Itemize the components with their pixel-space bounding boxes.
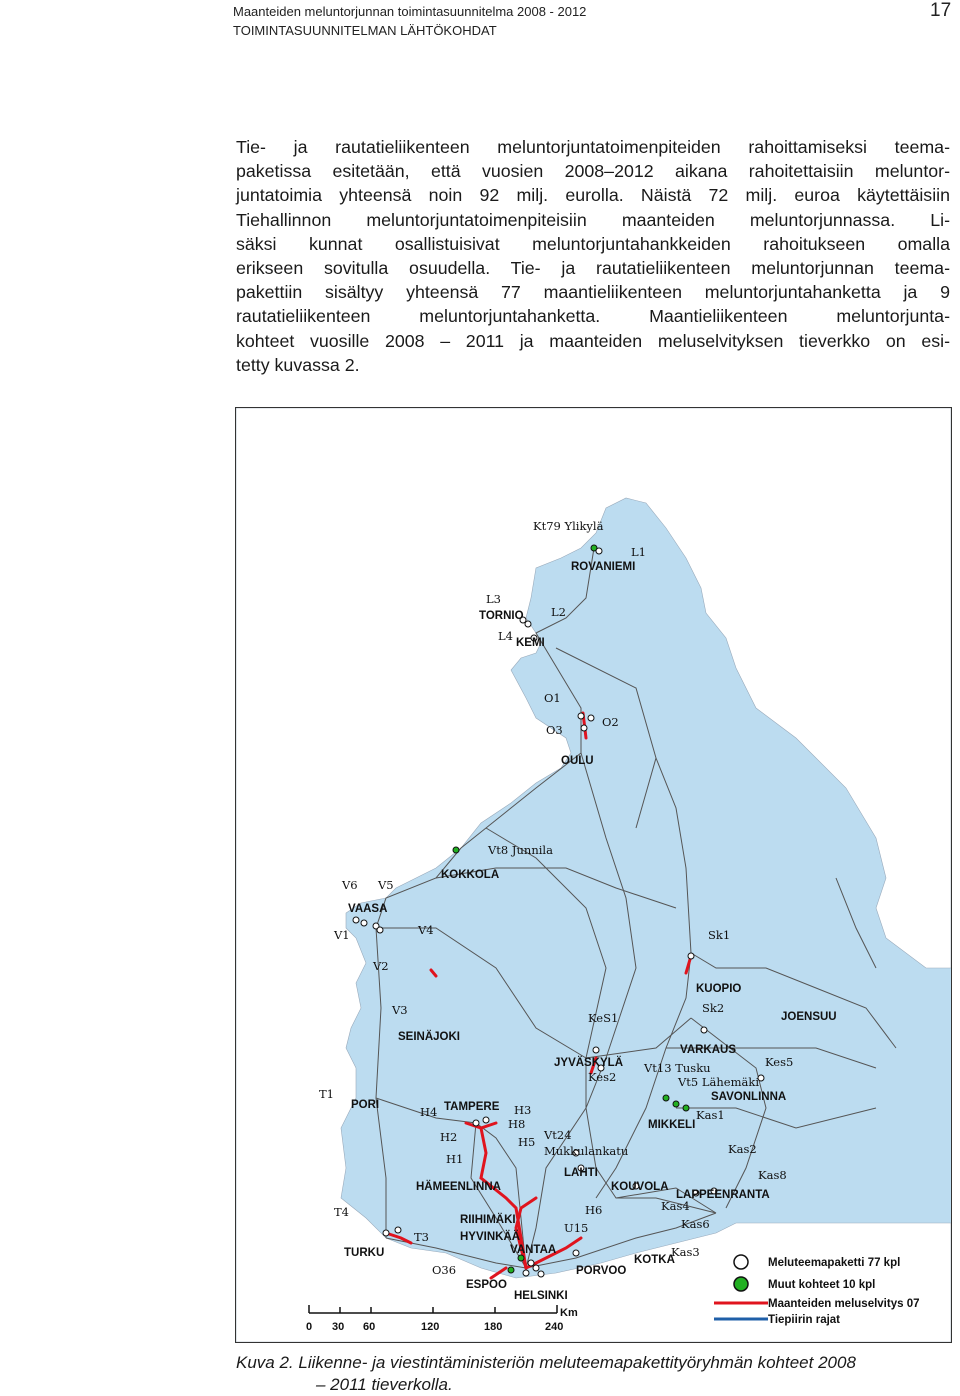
site-label: H3 — [514, 1103, 532, 1117]
body-line: paketissa esitetään, että vuosien 2008–2012 aikana rahoitettaisiin meluntor- — [236, 161, 950, 182]
legend-item: Meluteemapaketti 77 kpl — [768, 1257, 901, 1269]
site-label: T1 — [319, 1087, 334, 1101]
city-label: KEMI — [516, 637, 545, 649]
city-label: VANTAA — [510, 1244, 557, 1256]
body-paragraph — [236, 135, 950, 377]
site-label: H1 — [446, 1152, 464, 1166]
scale-label: 120 — [421, 1321, 440, 1333]
city-label: SAVONLINNA — [711, 1091, 787, 1103]
site-label: L2 — [551, 605, 566, 619]
city-label: HÄMEENLINNA — [416, 1181, 501, 1193]
site-label: Mukkulankatu — [544, 1144, 629, 1158]
site-label: Kt79 Ylikylä — [533, 519, 604, 533]
figure-caption: Kuva 2. Liikenne- ja viestintäministeriön meluteemapakettityöryhmän kohteet 2008 — [236, 1353, 856, 1372]
site-label: T3 — [414, 1230, 429, 1244]
site-label: O1 — [544, 691, 561, 705]
city-label: KOKKOLA — [441, 869, 500, 881]
city-label: VAASA — [348, 903, 388, 915]
finland-map-figure — [235, 407, 952, 1343]
body-line: tetty kuvassa 2. — [236, 354, 360, 375]
city-label: HYVINKÄÄ — [460, 1231, 521, 1243]
header-subtitle: TOIMINTASUUNNITELMAN LÄHTÖKOHDAT — [233, 23, 497, 38]
site-label: Kas3 — [671, 1245, 700, 1259]
site-label: Kas4 — [661, 1199, 690, 1213]
site-label: V4 — [418, 923, 434, 937]
legend-item: Tiepiirin rajat — [768, 1314, 841, 1326]
site-label: Sk2 — [702, 1001, 725, 1015]
city-label: TURKU — [344, 1247, 385, 1259]
site-label: O3 — [546, 723, 563, 737]
body-line: Tiehallinnon meluntorjuntatoimenpiteisiin maanteiden meluntorjunnassa. Li- — [236, 209, 950, 230]
scale-unit: Km — [560, 1307, 578, 1319]
city-label: TAMPERE — [444, 1101, 500, 1113]
scale-label: 0 — [306, 1321, 313, 1333]
scale-label: 60 — [363, 1321, 376, 1333]
city-label: LAHTI — [564, 1167, 598, 1179]
body-line: pakettiin sisältyy yhteensä 77 maantieliikenteen meluntorjuntahanketta ja 9 — [236, 282, 950, 303]
figure-caption-continued: – 2011 tieverkolla. — [316, 1375, 453, 1394]
site-label: V2 — [373, 959, 389, 973]
site-label: Kas6 — [681, 1217, 710, 1231]
body-line: säksi kunnat osallistuisivat meluntorjuntahankkeiden rahoitukseen omalla — [236, 233, 950, 254]
site-label: Kas8 — [758, 1168, 787, 1182]
scale-label: 180 — [484, 1321, 503, 1333]
running-header — [233, 2, 586, 40]
site-label: V5 — [378, 878, 394, 892]
city-label: HELSINKI — [514, 1290, 568, 1302]
city-label: TORNIO — [479, 610, 524, 622]
site-label: H8 — [508, 1117, 526, 1131]
city-label: KOUVOLA — [611, 1181, 669, 1193]
site-label: H2 — [440, 1130, 458, 1144]
site-label: H6 — [585, 1203, 603, 1217]
page-number: 17 — [930, 0, 952, 21]
city-label: OULU — [561, 755, 594, 767]
city-label: PORI — [351, 1099, 380, 1111]
city-label: JYVÄSKYLÄ — [554, 1057, 624, 1069]
site-label: L3 — [486, 592, 501, 606]
site-label: T4 — [334, 1205, 349, 1219]
site-label: V1 — [334, 928, 350, 942]
city-label: ROVANIEMI — [571, 561, 636, 573]
legend-symbol-teemapaketti — [734, 1255, 748, 1269]
city-label: ESPOO — [466, 1279, 507, 1291]
site-label: O36 — [432, 1263, 457, 1277]
body-line: rautatieliikenteen meluntorjuntahanketta. Maantieliikenteen meluntorjunta- — [236, 306, 950, 327]
city-label: RIIHIMÄKI — [460, 1214, 516, 1226]
site-label: H4 — [420, 1105, 438, 1119]
body-line: juntatoimia yhteensä noin 92 milj. eurolla. Näistä 72 milj. euroa käytettäisiin — [236, 185, 950, 206]
site-label: Vt8 Junnila — [488, 843, 553, 857]
body-line: Tie- ja rautatieliikenteen meluntorjuntatoimenpiteiden rahoittamiseksi teema- — [236, 137, 950, 157]
site-label: V6 — [342, 878, 358, 892]
site-label: H5 — [518, 1135, 536, 1149]
legend-symbol-muut — [734, 1277, 748, 1291]
site-label: U15 — [564, 1221, 589, 1235]
scale-label: 240 — [545, 1321, 564, 1333]
legend-item: Maanteiden meluselvitys 07 — [768, 1298, 920, 1310]
city-label: LAPPEENRANTA — [676, 1189, 770, 1201]
city-label: JOENSUU — [781, 1011, 837, 1023]
site-label: L1 — [631, 545, 646, 559]
body-line: kohteet vuosille 2008 – 2011 ja maanteiden meluselvityksen tieverkko on esi- — [236, 330, 950, 351]
city-label: KOTKA — [634, 1254, 675, 1266]
site-label: L4 — [498, 629, 513, 643]
map-svg — [236, 408, 951, 1342]
legend-item: Muut kohteet 10 kpl — [768, 1279, 876, 1291]
city-label: VARKAUS — [680, 1044, 737, 1056]
scale-label: 30 — [332, 1321, 345, 1333]
site-label: Kes2 — [588, 1070, 617, 1084]
site-label: Vt24 — [544, 1128, 572, 1142]
site-label: Sk1 — [708, 928, 731, 942]
site-label: O2 — [602, 715, 619, 729]
site-label: Kas2 — [728, 1142, 757, 1156]
header-title: Maanteiden meluntorjunnan toimintasuunnitelma 2008 - 2012 — [233, 4, 587, 19]
city-label: PORVOO — [576, 1265, 627, 1277]
site-label: KeS1 — [588, 1011, 619, 1025]
site-label: Vt13 Tusku — [644, 1061, 711, 1075]
site-label: Vt5 Lähemäki — [678, 1075, 760, 1089]
city-label: KUOPIO — [696, 983, 742, 995]
site-label: V3 — [392, 1003, 408, 1017]
site-label: Kas1 — [696, 1108, 725, 1122]
city-label: MIKKELI — [648, 1119, 696, 1131]
site-label: Kes5 — [765, 1055, 794, 1069]
city-label: SEINÄJOKI — [398, 1031, 460, 1043]
body-line: erikseen sovitulla osuudella. Tie- ja rautatieliikenteen meluntorjunnan teema- — [236, 258, 950, 279]
